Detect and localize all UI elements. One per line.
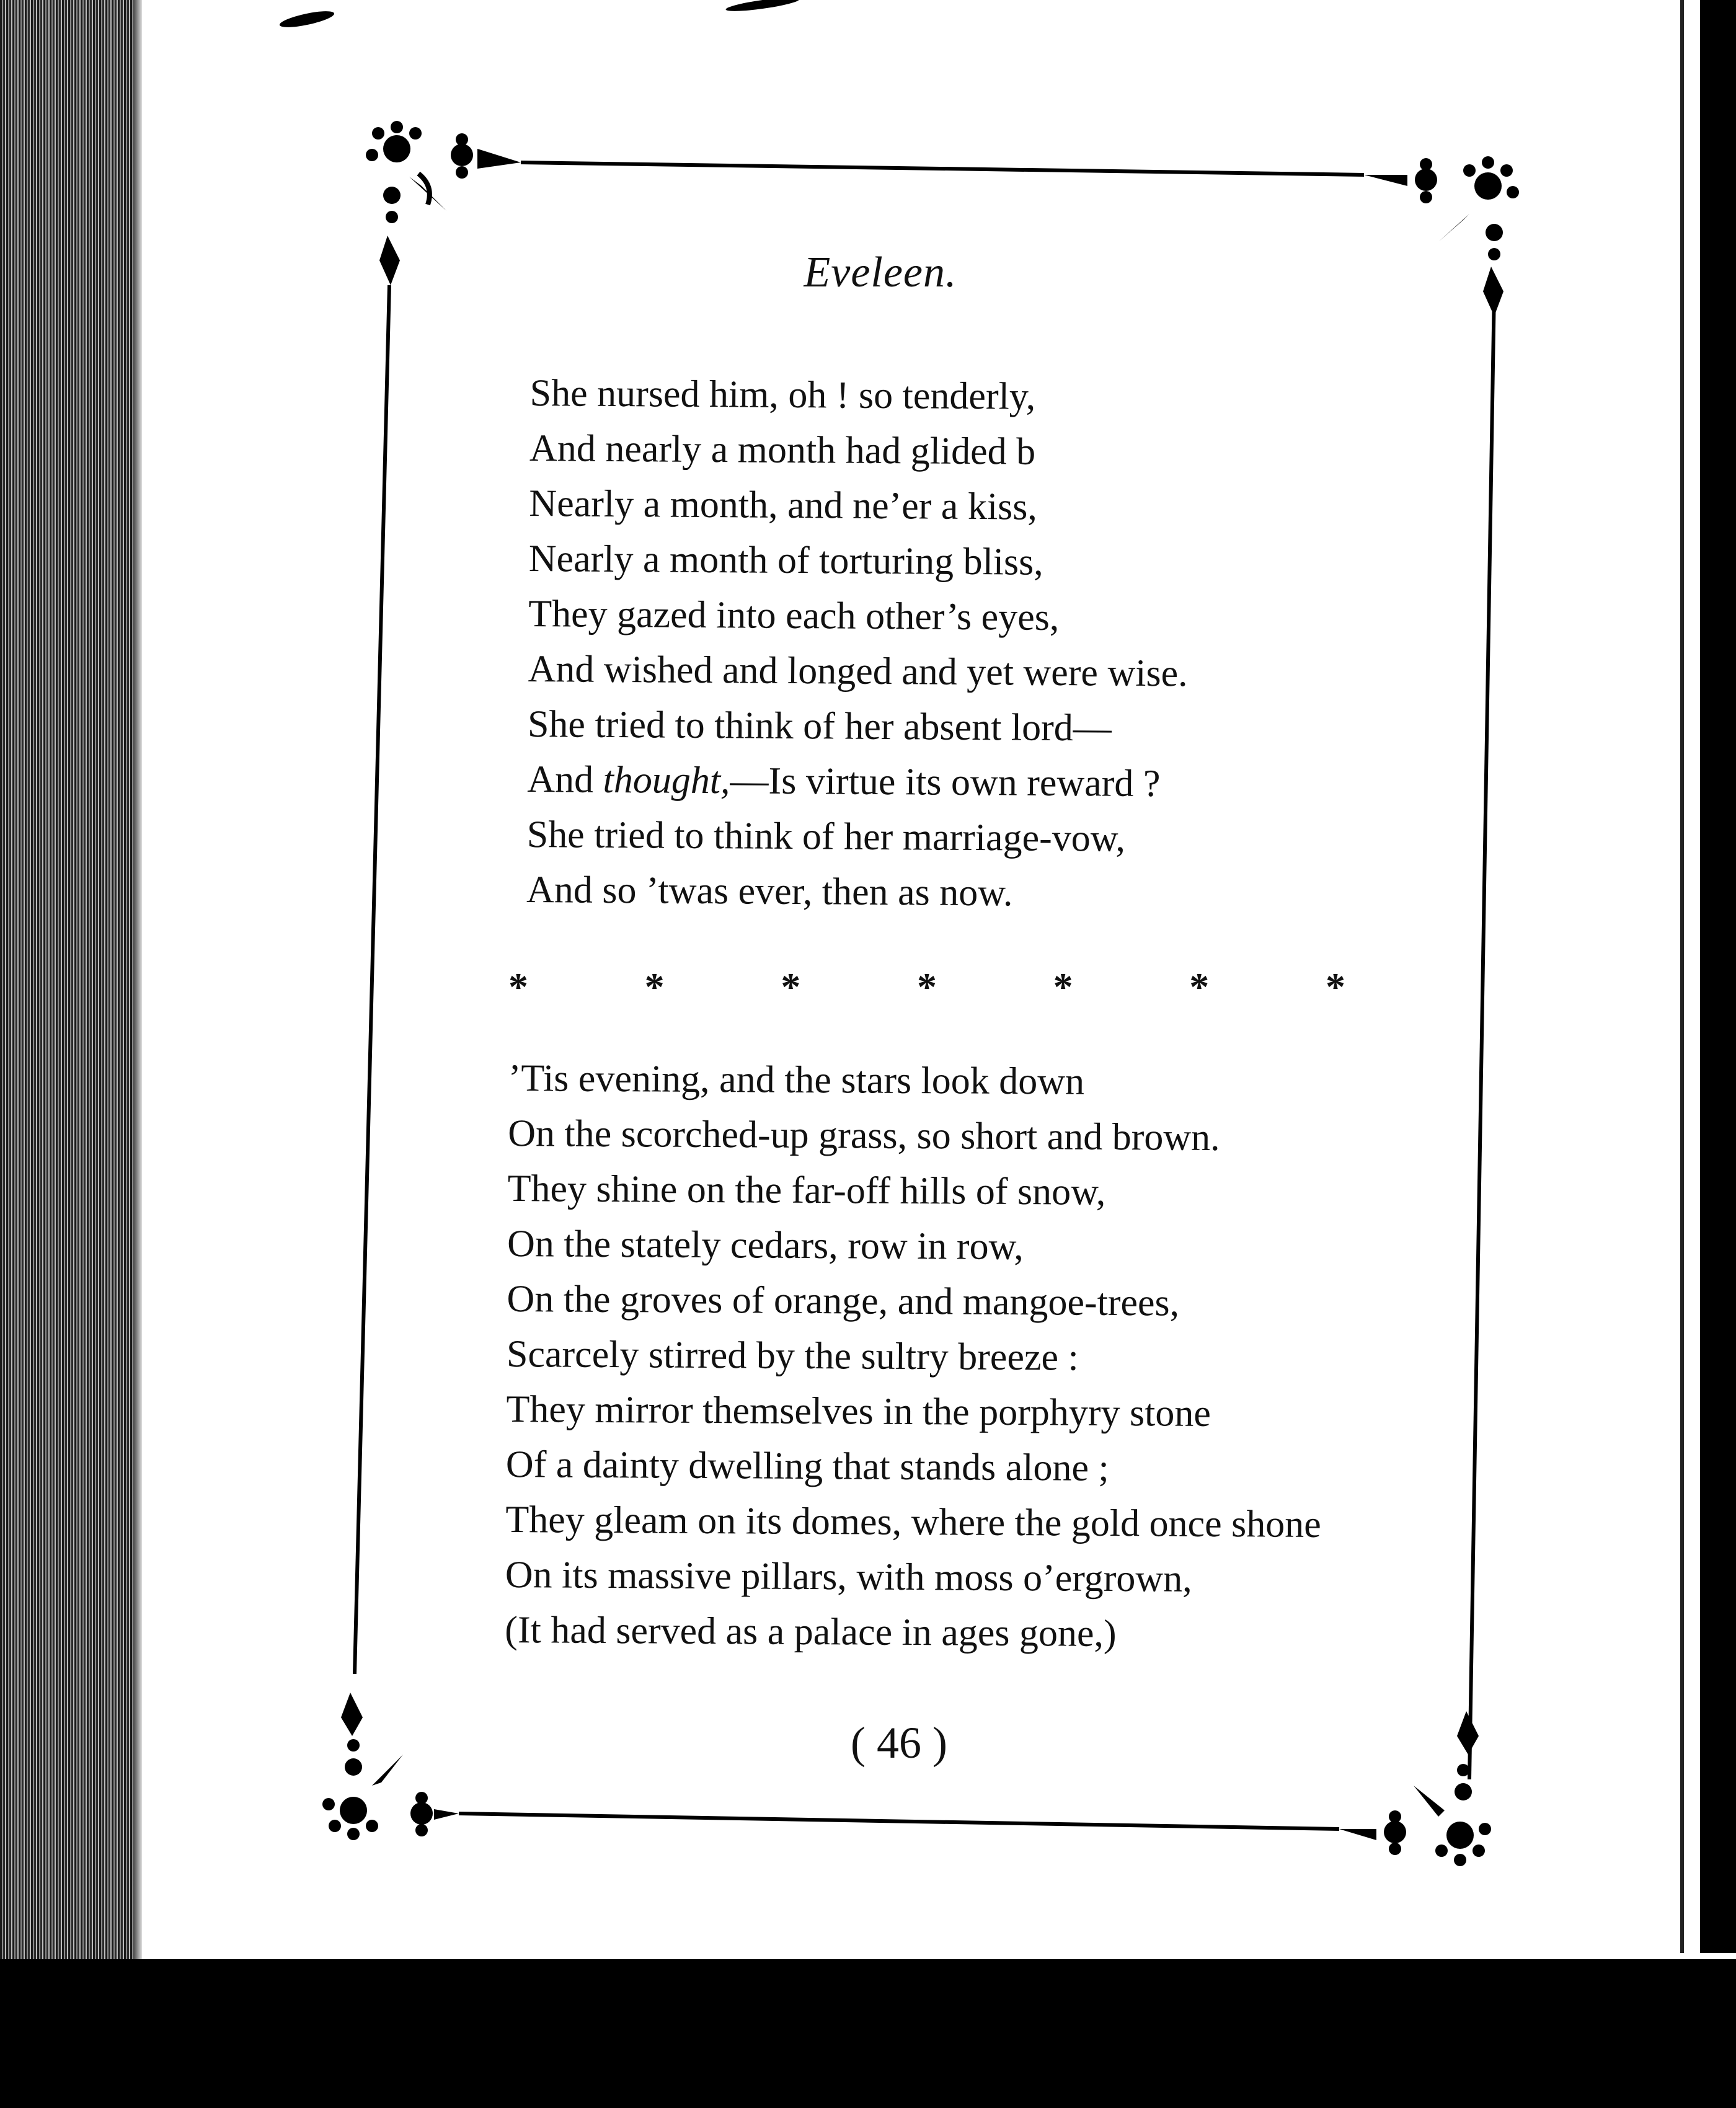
- poem-line: And thought,—Is virtue its own reward ?: [527, 758, 1161, 805]
- section-divider: [508, 964, 1345, 1010]
- emphasized-word: thought,: [603, 758, 730, 802]
- divider-star: *: [644, 965, 665, 1009]
- poem-line: And wished and longed and yet were wise.: [528, 647, 1188, 695]
- poem-line: On the stately cedars, row in row,: [507, 1222, 1024, 1269]
- stanza-1: [526, 366, 1190, 922]
- poem-line: They shine on the far-off hills of snow,: [507, 1167, 1106, 1213]
- divider-star: *: [1053, 965, 1073, 1009]
- poem-line: (It had served as a palace in ages gone,): [505, 1608, 1117, 1655]
- corner-ornament-bottom-right: [1339, 1711, 1491, 1866]
- poem-line: Nearly a month, and ne’er a kiss,: [529, 482, 1038, 528]
- divider-star: *: [781, 965, 801, 1009]
- corner-ornament-top-right: [1364, 156, 1519, 316]
- poem-line: They mirror themselves in the porphyry stone: [506, 1388, 1211, 1435]
- divider-star: *: [1325, 965, 1345, 1009]
- poem-line: On its massive pillars, with moss o’ergrown,: [505, 1553, 1192, 1600]
- page-number: ( 46 ): [851, 1718, 947, 1768]
- poem-line: She tried to think of her absent lord—: [527, 702, 1112, 750]
- poem-line: On the groves of orange, and mangoe-trees,: [507, 1277, 1180, 1324]
- poem-line: And nearly a month had glided b: [529, 427, 1036, 473]
- corner-ornament-bottom-left: [322, 1693, 459, 1840]
- poem-line: Nearly a month of torturing bliss,: [528, 537, 1044, 583]
- divider-star: *: [1189, 965, 1210, 1009]
- page-title: Eveleen.: [804, 249, 957, 296]
- corner-ornament-top-left: [366, 121, 521, 285]
- poem-line: Of a dainty dwelling that stands alone ;: [505, 1443, 1109, 1489]
- divider-star: *: [916, 965, 937, 1009]
- stanza-2: [505, 1051, 1324, 1663]
- poem-line: She nursed him, oh ! so tenderly,: [529, 371, 1036, 418]
- poem-line: On the scorched-up grass, so short and brown.: [507, 1112, 1220, 1159]
- poem-line: They gleam on its domes, where the gold once shone: [505, 1498, 1322, 1546]
- divider-star: *: [508, 965, 528, 1009]
- poem-line: Scarcely stirred by the sultry breeze :: [506, 1332, 1079, 1379]
- poem-line: ’Tis evening, and the stars look down: [508, 1056, 1085, 1103]
- poem-line: They gazed into each other’s eyes,: [528, 592, 1060, 639]
- poem-line: She tried to think of her marriage-vow,: [526, 813, 1126, 860]
- poem-line: And so ’twas ever, then as now.: [526, 868, 1013, 914]
